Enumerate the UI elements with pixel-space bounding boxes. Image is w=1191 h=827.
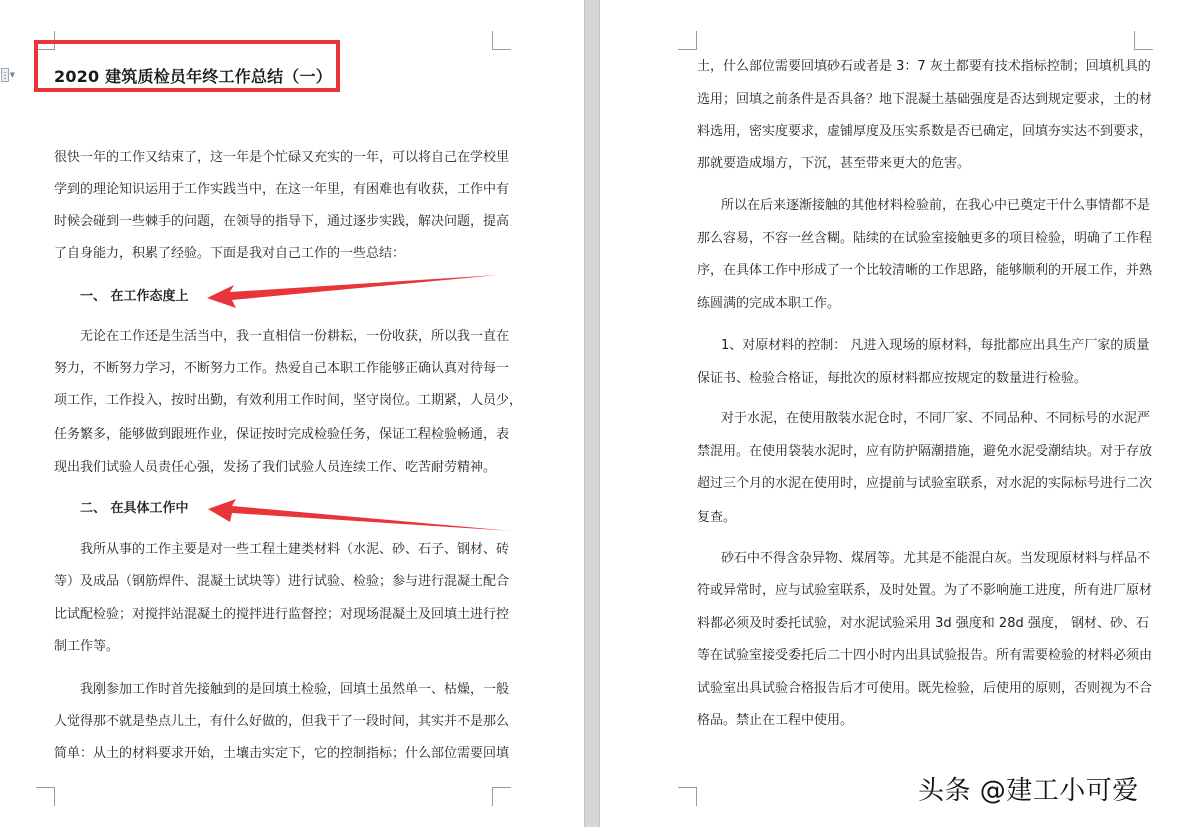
watermark-text: 头条 @建工小可爱 (918, 776, 1139, 806)
text-line: 我刚参加工作时首先接触到的是回填土检验，回填土虽然单一、枯燥，一般 (80, 682, 510, 697)
text-line: 很快一年的工作又结束了，这一年是个忙碌又充实的一年，可以将自己在学校里 (54, 150, 510, 165)
text-line: 比试配检验；对搅拌站混凝土的搅拌进行监督控；对现场混凝土及回填土进行控 (54, 607, 510, 622)
text-line: 那就要造成塌方，下沉，甚至带来更大的危害。 (697, 156, 971, 171)
text-line: 任务繁多，能够做到跟班作业，保证按时完成检验任务，保证工程检验畅通，表 (54, 427, 510, 442)
text-line: 努力，不断努力学习，不断努力工作。热爱自己本职工作能够正确认真对待每一 (54, 361, 510, 376)
text-line: 人觉得那不就是垫点儿土，有什么好做的，但我干了一段时间，其实并不是那么 (54, 714, 510, 729)
text-line: 简单：从土的材料要求开始，土壤击实定下，它的控制指标；什么部位需要回填 (54, 746, 510, 761)
section-heading-2: 二、 在具体工作中 (80, 501, 189, 516)
text-line: 制工作等。 (54, 639, 120, 654)
corner-mark-top-right (492, 31, 511, 50)
text-line: 那么容易，不容一丝含糊。陆续的在试验室接触更多的项目检验，明确了工作程 (697, 231, 1153, 246)
text-line: 试验室出具试验合格报告后才可使用。既先检验，后使用的原则，否则视为不合 (697, 681, 1153, 696)
left-page (0, 0, 584, 827)
gutter-edge-left (584, 0, 585, 827)
corner-mark-top-left (678, 31, 697, 50)
text-line: 料选用，密实度要求，虚铺厚度及压实系数是否已确定，回填夯实达不到要求， (697, 124, 1153, 139)
text-line: 保证书、检验合格证，每批次的原材料都应按规定的数量进行检验。 (697, 371, 1088, 386)
corner-mark-top-right (1134, 31, 1153, 50)
text-line: 现出我们试验人员责任心强，发扬了我们试验人员连续工作、吃苦耐劳精神。 (54, 460, 497, 475)
section-heading-1: 一、 在工作态度上 (80, 289, 189, 304)
text-line: 无论在工作还是生活当中，我一直相信一份耕耘，一份收获，所以我一直在 (80, 329, 510, 344)
text-line: 时候会碰到一些棘手的问题，在领导的指导下，通过逐步实践，解决问题，提高 (54, 214, 510, 229)
text-line: 复查。 (697, 510, 737, 525)
text-line: 了自身能力，积累了经验。下面是我对自己工作的一些总结： (54, 246, 406, 261)
text-line: 等）及成品（钢筋焊件、混凝土试块等）进行试验、检验；参与进行混凝土配合 (54, 574, 510, 589)
text-line: 符或异常时，应与试验室联系，及时处置。为了不影响施工进度，所有进厂原材 (697, 583, 1153, 598)
document-title: 2020 建筑质检员年终工作总结（一） (54, 67, 332, 86)
text-line: 所以在后来逐渐接触的其他材料检验前，在我心中已奠定干什么事情都不是 (721, 198, 1151, 213)
corner-mark-bottom-left (36, 787, 55, 806)
chevron-down-icon: ▼ (9, 70, 15, 79)
page-gutter (584, 0, 600, 827)
corner-mark-bottom-left (678, 787, 697, 806)
text-line: 料都必须及时委托试验，对水泥试验采用 3d 强度和 28d 强度， 钢材、砂、石 (697, 616, 1149, 631)
text-line: 项工作，工作投入，按时出勤，有效利用工作时间，坚守岗位。工期紧，人员少， (54, 393, 523, 408)
text-line: 选用；回填之前条件是否具备？地下混凝土基础强度是否达到规定要求，土的材 (697, 92, 1153, 107)
text-line: 我所从事的工作主要是对一些工程土建类材料（水泥、砂、石子、钢材、砖 (80, 542, 510, 557)
text-line: 砂石中不得含杂异物、煤屑等。尤其是不能混白灰。当发现原材料与样品不 (721, 551, 1151, 566)
text-line: 序，在具体工作中形成了一个比较清晰的工作思路，能够顺利的开展工作，并熟 (697, 263, 1153, 278)
text-line: 等在试验室接受委托后二十四小时内出具试验报告。所有需要检验的材料必须由 (697, 648, 1153, 663)
text-line: 格品。禁止在工程中使用。 (697, 713, 854, 728)
text-line: 1、对原材料的控制： 凡进入现场的原材料，每批都应出具生产厂家的质量 (721, 338, 1150, 353)
text-line: 练圆满的完成本职工作。 (697, 296, 841, 311)
text-line: 土，什么部位需要回填砂石或者是 3：7 灰土都要有技术指标控制；回填机具的 (697, 59, 1151, 74)
corner-mark-bottom-right (492, 787, 511, 806)
text-line: 对于水泥，在使用散装水泥仓时，不同厂家、不同品种、不同标号的水泥严 (721, 411, 1151, 426)
page-icon (1, 68, 9, 82)
text-line: 超过三个月的水泥在使用时，应提前与试验室联系，对水泥的实际标号进行二次 (697, 476, 1153, 491)
text-line: 学到的理论知识运用于工作实践当中，在这一年里，有困难也有收获，工作中有 (54, 182, 510, 197)
text-line: 禁混用。在使用袋装水泥时，应有防护隔潮措施，避免水泥受潮结块。对于存放 (697, 444, 1153, 459)
document-outline-icon[interactable] (1, 67, 15, 83)
